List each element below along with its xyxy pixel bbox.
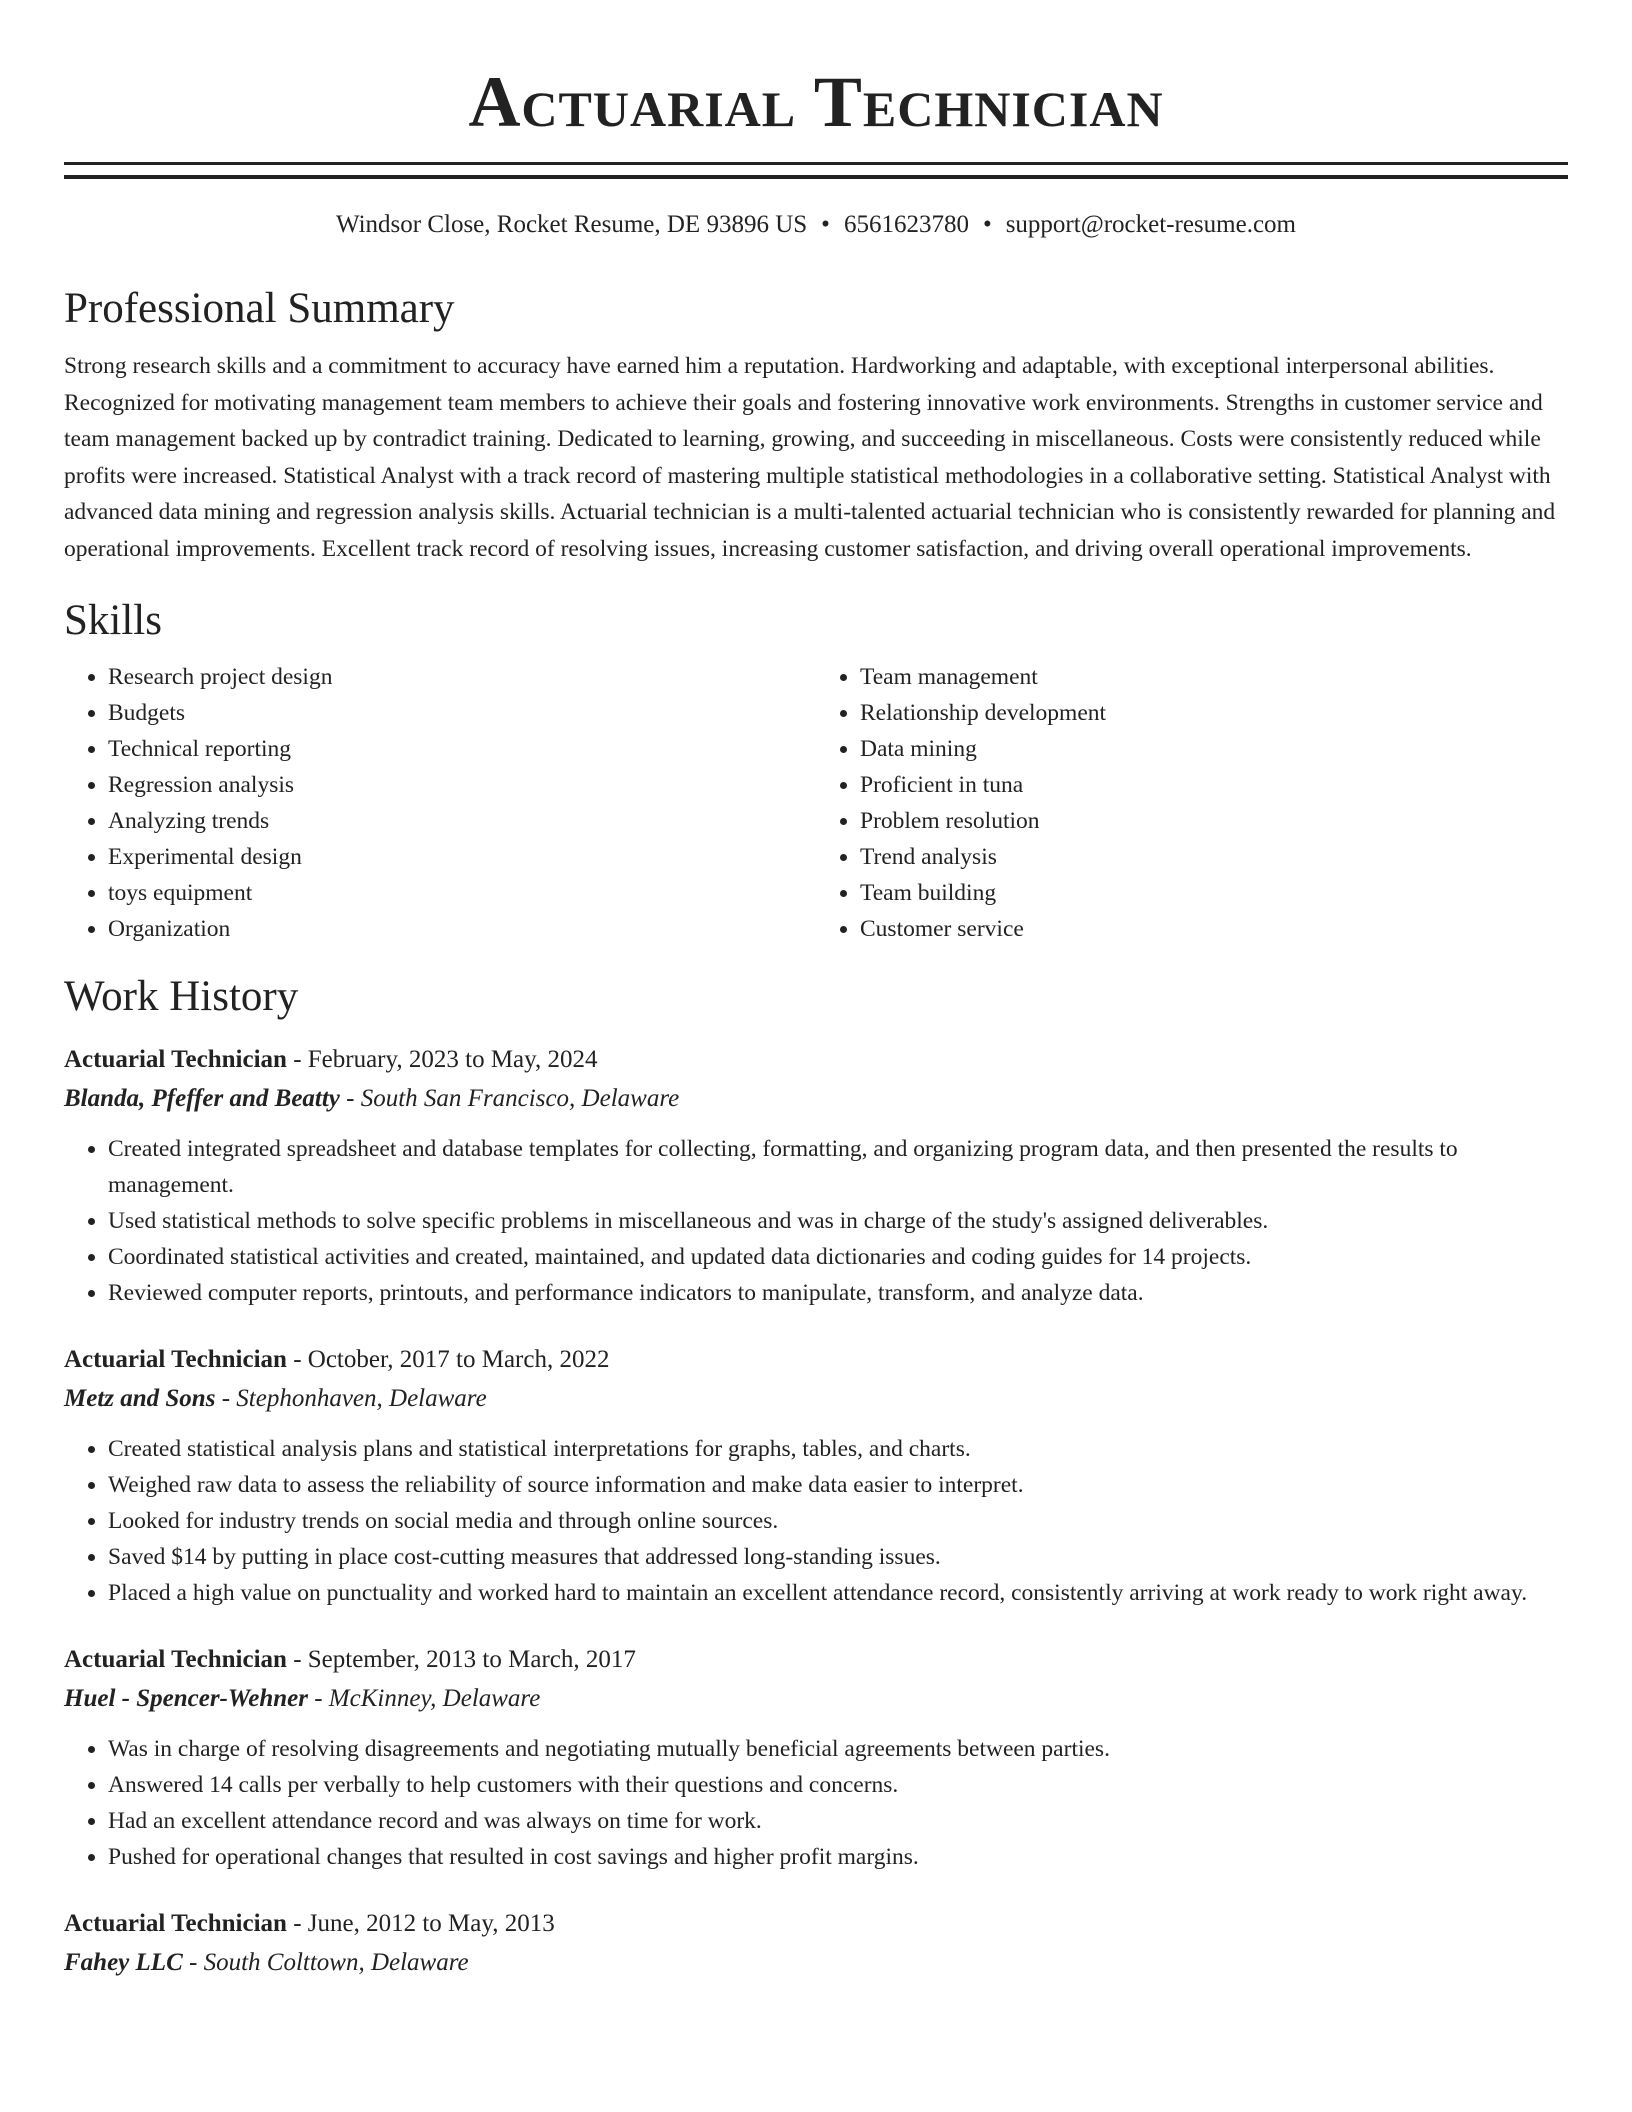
skill-item: • Trend analysis <box>860 839 1568 875</box>
job-title-line <box>64 1341 1568 1379</box>
skills-column-right <box>816 659 1568 947</box>
job-bullets <box>64 1431 1568 1611</box>
skill-item: • Data mining <box>860 731 1568 767</box>
contact-phone: 6561623780 <box>843 211 969 238</box>
job-company: Blanda, Pfeffer and Beatty <box>64 1085 340 1112</box>
resume-name: Actuarial Technician <box>468 62 1164 142</box>
job-dates: - February, 2023 to May, 2024 <box>286 1046 598 1073</box>
job-dates: - September, 2013 to March, 2017 <box>286 1646 636 1673</box>
skills-column-left <box>64 659 816 947</box>
job-bullet: • Had an excellent attendance record and was always on time for work. <box>108 1803 1568 1839</box>
contact-email: support@rocket-resume.com <box>1005 211 1296 238</box>
job-dates: - June, 2012 to May, 2013 <box>286 1910 555 1937</box>
skill-item: • Experimental design <box>108 839 816 875</box>
job-bullet: • Pushed for operational changes that resulted in cost savings and higher profit margins. <box>108 1839 1568 1875</box>
job-title: Actuarial Technician <box>64 1046 287 1073</box>
job-bullet: • Coordinated statistical activities and created, maintained, and updated data dictionaries and coding guides for 14 projects. <box>108 1239 1568 1275</box>
skill-item: • Technical reporting <box>108 731 816 767</box>
skill-item: • toys equipment <box>108 875 816 911</box>
skill-item: • Problem resolution <box>860 803 1568 839</box>
skill-item: • Relationship development <box>860 695 1568 731</box>
skill-item: • Team building <box>860 875 1568 911</box>
resume-page <box>64 0 1568 1983</box>
job-entry <box>64 1341 1568 1611</box>
summary-heading: Professional Summary <box>64 285 455 332</box>
header-double-rule <box>64 162 1568 179</box>
skill-item: • Analyzing trends <box>108 803 816 839</box>
job-entry <box>64 1641 1568 1875</box>
job-company: Huel - Spencer-Wehner <box>64 1685 308 1712</box>
summary-text: Strong research skills and a commitment to accuracy have earned him a reputation. Hardworking and adaptable, with exceptional interpersonal abilities. Recognized for motivating management team members to achieve their goals and fostering innovative work environments. Strengths in customer service and team management backed up by contradict training. Dedicated to learning, growing, and succeeding in miscellaneous. Costs were consistently reduced while profits were increased. Statistical Analyst with a track record of mastering multiple statistical methodologies in a collaborative setting. Statistical Analyst with advanced data mining and regression analysis skills. Actuarial technician is a multi-talented actuarial technician who is consistently rewarded for planning and operational improvements. Excellent track record of resolving issues, increasing customer satisfaction, and driving overall operational improvements. <box>64 353 1556 562</box>
work-history-heading: Work History <box>64 973 299 1020</box>
job-bullets <box>64 1731 1568 1875</box>
job-company: Metz and Sons <box>64 1385 216 1412</box>
job-company-line <box>64 1679 1568 1719</box>
job-bullet: • Used statistical methods to solve specific problems in miscellaneous and was in charge of the study's assigned deliverables. <box>108 1203 1568 1239</box>
job-title: Actuarial Technician <box>64 1910 287 1937</box>
skill-item: • Budgets <box>108 695 816 731</box>
job-dates: - October, 2017 to March, 2022 <box>286 1346 610 1373</box>
job-bullet: • Created integrated spreadsheet and database templates for collecting, formatting, and organizing program data, and then presented the results to management. <box>108 1131 1568 1203</box>
skills-heading: Skills <box>64 597 162 644</box>
job-title: Actuarial Technician <box>64 1346 287 1373</box>
job-company-line <box>64 1379 1568 1419</box>
job-company: Fahey LLC <box>64 1949 183 1976</box>
skill-item: • Organization <box>108 911 816 947</box>
job-title: Actuarial Technician <box>64 1646 287 1673</box>
skills-list <box>64 659 1568 947</box>
skill-item: • Regression analysis <box>108 767 816 803</box>
contact-address: Windsor Close, Rocket Resume, DE 93896 US <box>335 211 808 238</box>
job-bullet: • Placed a high value on punctuality and worked hard to maintain an excellent attendance record, consistently arriving at work ready to work right away. <box>108 1575 1568 1611</box>
contact-line <box>64 209 1568 241</box>
job-entry <box>64 1041 1568 1311</box>
job-location: - South San Francisco, Delaware <box>339 1085 680 1112</box>
skill-item: • Customer service <box>860 911 1568 947</box>
job-location: - South Colttown, Delaware <box>182 1949 469 1976</box>
contact-separator: • <box>982 211 992 238</box>
job-company-line <box>64 1079 1568 1119</box>
skill-item: • Team management <box>860 659 1568 695</box>
job-bullet: • Saved $14 by putting in place cost-cutting measures that addressed long-standing issues. <box>108 1539 1568 1575</box>
job-bullet: • Was in charge of resolving disagreements and negotiating mutually beneficial agreements between parties. <box>108 1731 1568 1767</box>
job-title-line <box>64 1641 1568 1679</box>
job-bullet: • Reviewed computer reports, printouts, and performance indicators to manipulate, transform, and analyze data. <box>108 1275 1568 1311</box>
job-location: - Stephonhaven, Delaware <box>215 1385 487 1412</box>
job-entry <box>64 1905 1568 1983</box>
job-company-line <box>64 1943 1568 1983</box>
job-location: - McKinney, Delaware <box>307 1685 541 1712</box>
job-bullet: • Created statistical analysis plans and statistical interpretations for graphs, tables, and charts. <box>108 1431 1568 1467</box>
job-bullet: • Weighed raw data to assess the reliability of source information and make data easier to interpret. <box>108 1467 1568 1503</box>
skill-item: • Research project design <box>108 659 816 695</box>
job-bullets <box>64 1131 1568 1311</box>
job-bullet: • Answered 14 calls per verbally to help customers with their questions and concerns. <box>108 1767 1568 1803</box>
job-title-line <box>64 1905 1568 1943</box>
job-title-line <box>64 1041 1568 1079</box>
skill-item: • Proficient in tuna <box>860 767 1568 803</box>
contact-separator: • <box>821 211 830 238</box>
job-bullet: • Looked for industry trends on social media and through online sources. <box>108 1503 1568 1539</box>
